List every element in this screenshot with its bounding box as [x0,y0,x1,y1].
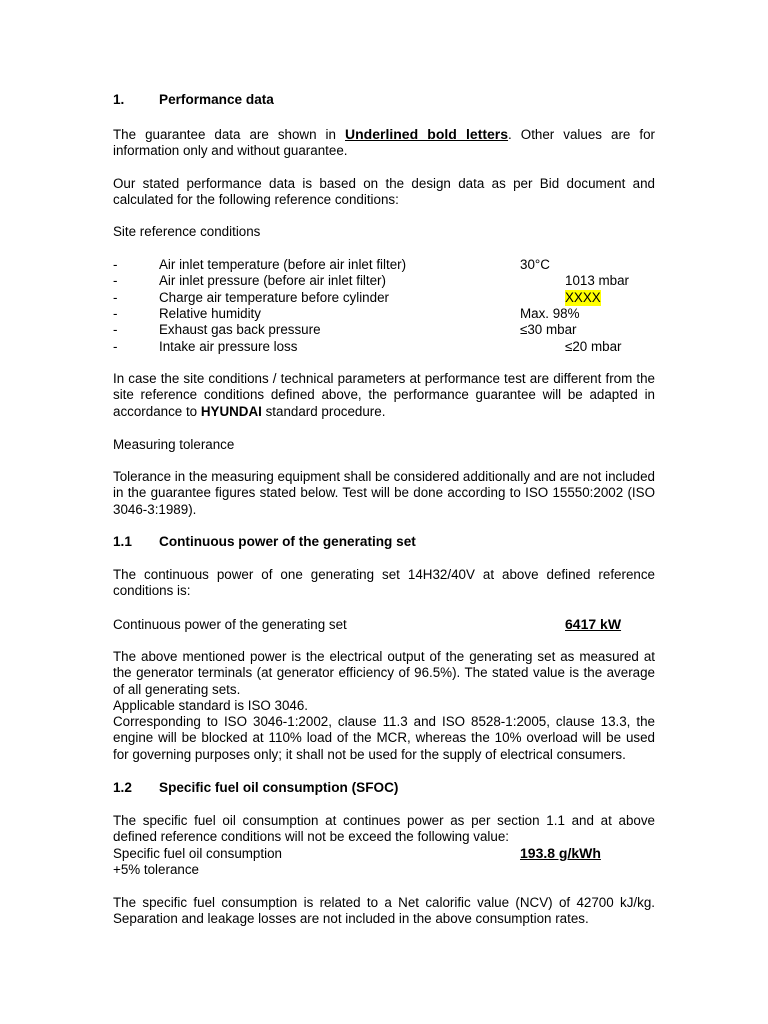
condition-value: Max. 98% [520,306,580,321]
condition-value: 30°C [520,257,550,272]
tolerance-paragraph: Tolerance in the measuring equipment shall be considered additionally and are not included in the guarantee figures stated below. Test will be done according to ISO 15550:2002 (ISO 3046-3:1989). [113,469,655,517]
case-text-pre: In case the site conditions / technical parameters at performance test are different from the site reference conditions defined above, the performance guarantee will be adapted in accordance to [113,371,655,419]
condition-value: ≤20 mbar [565,339,622,354]
condition-bullet: - [113,306,118,321]
basis-paragraph: Our stated performance data is based on the design data as per Bid document and calculated for the following reference conditions: [113,176,655,208]
condition-value: ≤30 mbar [520,322,577,337]
power-label: Continuous power of the generating set [113,617,347,632]
condition-value: 1013 mbar [565,273,630,288]
brand-name: HYUNDAI [200,403,262,419]
standard-paragraph: Applicable standard is ISO 3046. [113,698,309,713]
condition-label: Intake air pressure loss [159,339,298,354]
condition-bullet: - [113,273,118,288]
condition-label: Relative humidity [159,306,261,321]
guarantee-text-post: . Other values are for information only and without guarantee. [113,127,655,159]
section-1-1-title: Continuous power of the generating set [159,534,416,549]
condition-value-highlighted: XXXX [565,290,601,305]
guarantee-text-pre: The guarantee data are shown in [113,127,345,142]
section-1-1-number: 1.1 [113,534,132,549]
guarantee-emphasis: Underlined bold letters [345,126,509,142]
condition-label: Exhaust gas back pressure [159,322,321,337]
condition-bullet: - [113,339,118,354]
section-1-2-number: 1.2 [113,780,132,795]
sfoc-value: 193.8 g/kWh [520,845,601,861]
condition-bullet: - [113,257,118,272]
condition-bullet: - [113,322,118,337]
condition-label: Air inlet temperature (before air inlet filter) [159,257,407,272]
power-intro-paragraph: The continuous power of one generating set 14H32/40V at above defined reference conditions is: [113,567,655,599]
section-1-2-title: Specific fuel oil consumption (SFOC) [159,780,399,795]
power-description-paragraph: The above mentioned power is the electrical output of the generating set as measured at the generator terminals (at generator efficiency of 96.5%). The stated value is the average of all generating sets. [113,649,655,697]
sfoc-tolerance: +5% tolerance [113,862,199,877]
condition-label: Air inlet pressure (before air inlet filter) [159,273,386,288]
section-1-title: Performance data [159,92,274,107]
sfoc-intro-paragraph: The specific fuel oil consumption at continues power as per section 1.1 and at above defined reference conditions will not be exceed the following value: [113,813,655,845]
site-conditions-paragraph [113,371,655,420]
tolerance-heading: Measuring tolerance [113,437,235,452]
power-value: 6417 kW [565,616,622,632]
guarantee-paragraph [113,126,655,160]
condition-bullet: - [113,290,118,305]
case-text-post: standard procedure. [261,403,386,419]
condition-label: Charge air temperature before cylinder [159,290,389,305]
ncv-paragraph: The specific fuel consumption is related to a Net calorific value (NCV) of 42700 kJ/kg. Separation and leakage losses are not included in the above consumption rates. [113,895,655,927]
overload-paragraph: Corresponding to ISO 3046-1:2002, clause 11.3 and ISO 8528-1:2005, clause 13.3, the engine will be blocked at 110% load of the MCR, whereas the 10% overload will be used for governing purposes only; it shall not be used for the supply of electrical consumers. [113,714,655,762]
section-1-number: 1. [113,92,125,107]
site-conditions-heading: Site reference conditions [113,224,261,239]
sfoc-label: Specific fuel oil consumption [113,846,282,861]
